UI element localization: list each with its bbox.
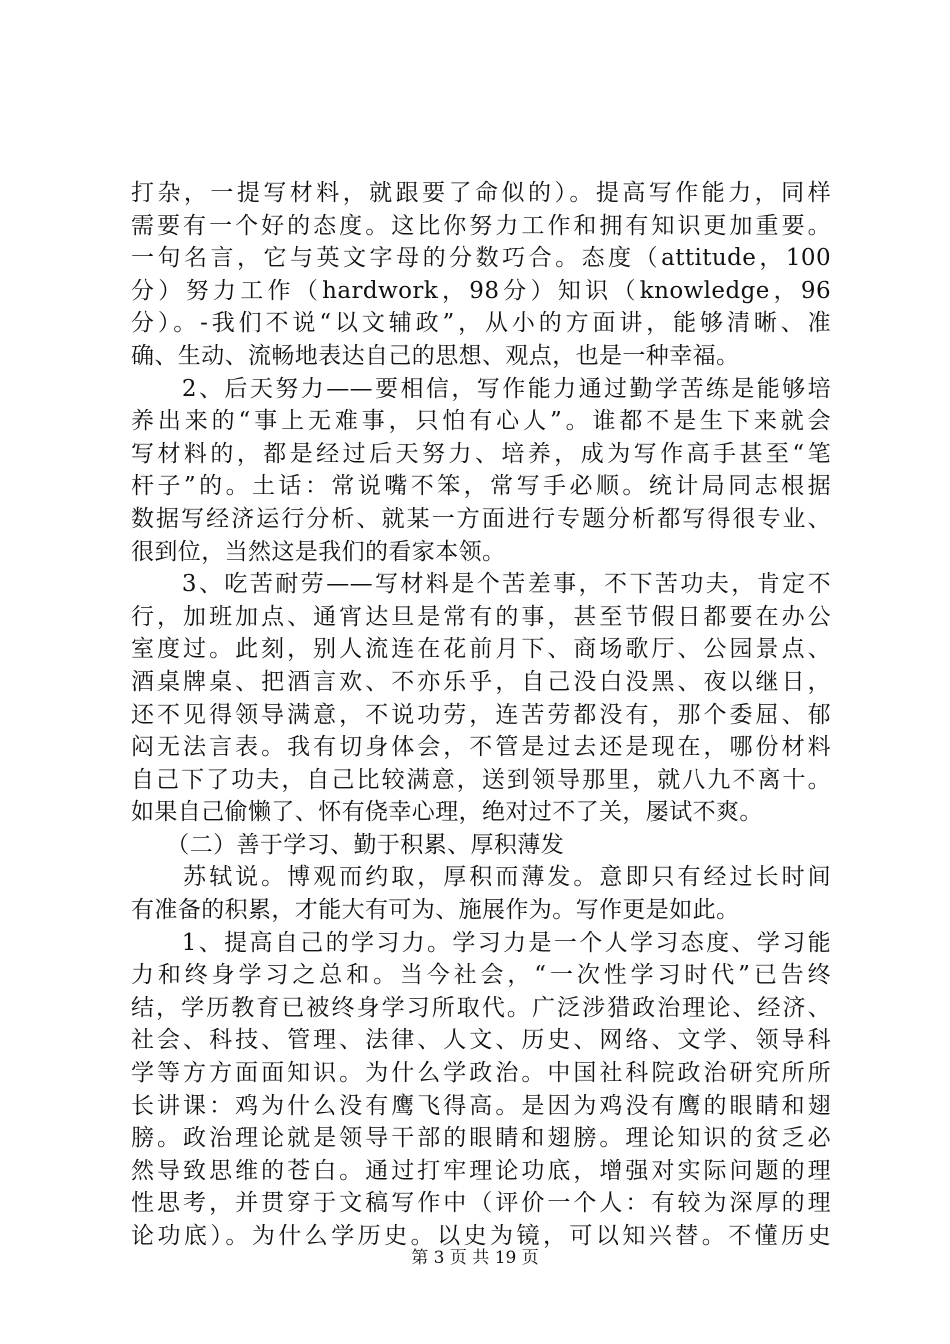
text-line: 确、生动、流畅地表达自己的思想、观点，也是一种幸福。 xyxy=(131,342,740,369)
text-line: 杆子”的。土话：常说嘴不笨，常写手必顺。统计局同志根据 xyxy=(131,473,831,500)
text-line: 分）努力工作（hardwork，98分）知识（knowledge，96 xyxy=(131,277,831,304)
text-line: 然导致思维的苍白。通过打牢理论功底，增强对实际问题的理 xyxy=(131,1157,831,1184)
text-line: 如果自己偷懒了、怀有侥幸心理，绝对过不了关，屡试不爽。 xyxy=(131,799,763,826)
text-line: 有准备的积累，才能大有可为、施展作为。写作更是如此。 xyxy=(131,897,740,924)
text-line: 苏轼说。博观而约取，厚积而薄发。意即只有经过长时间 xyxy=(131,864,831,891)
text-line: 闷无法言表。我有切身体会，不管是过去还是现在，哪份材料 xyxy=(131,734,831,761)
text-line: 1、提高自己的学习力。学习力是一个人学习态度、学习能 xyxy=(131,929,831,956)
text-line: 写材料的，都是经过后天努力、培养，成为写作高手甚至“笔 xyxy=(131,440,831,467)
text-line: 膀。政治理论就是领导干部的眼睛和翅膀。理论知识的贫乏必 xyxy=(131,1125,831,1152)
text-line: 自己下了功夫，自己比较满意，送到领导那里，就八九不离十。 xyxy=(131,766,831,793)
text-line: 结，学历教育已被终身学习所取代。广泛涉猎政治理论、经济、 xyxy=(131,994,831,1021)
text-line: 长讲课：鸡为什么没有鹰飞得高。是因为鸡没有鹰的眼睛和翅 xyxy=(131,1092,831,1119)
text-line: 行，加班加点、通宵达旦是常有的事，甚至节假日都要在办公 xyxy=(131,603,831,630)
text-line: 社会、科技、管理、法律、人文、历史、网络、文学、领导科 xyxy=(131,1027,831,1054)
text-line: 3、吃苦耐劳——写材料是个苦差事，不下苦功夫，肯定不 xyxy=(131,571,831,598)
text-line: （二）善于学习、勤于积累、厚积薄发 xyxy=(131,831,565,858)
text-line: 养出来的“事上无难事，只怕有心人”。谁都不是生下来就会 xyxy=(131,408,831,435)
text-line: 性思考，并贯穿于文稿写作中（评价一个人：有较为深厚的理 xyxy=(131,1190,831,1217)
text-line: 2、后天努力——要相信，写作能力通过勤学苦练是能够培 xyxy=(131,375,831,402)
text-line: 学等方方面面知识。为什么学政治。中国社科院政治研究所所 xyxy=(131,1060,831,1087)
text-line: 很到位，当然这是我们的看家本领。 xyxy=(131,538,506,565)
body-text xyxy=(131,177,831,1253)
text-line: 数据写经济运行分析、就某一方面进行专题分析都写得很专业、 xyxy=(131,505,831,532)
text-line: 一句名言，它与英文字母的分数巧合。态度（attitude，100 xyxy=(131,245,831,272)
text-line: 论功底）。为什么学历史。以史为镜，可以知兴替。不懂历史 xyxy=(131,1223,831,1249)
text-line: 需要有一个好的态度。这比你努力工作和拥有知识更加重要。 xyxy=(131,212,831,239)
text-line: 还不见得领导满意，不说功劳，连苦劳都没有，那个委屈、郁 xyxy=(131,701,831,728)
page-number-footer: 第 3 页 共 19 页 xyxy=(411,1248,539,1268)
text-line: 室度过。此刻，别人流连在花前月下、商场歌厅、公园景点、 xyxy=(131,636,831,663)
text-line: 打杂，一提写材料，就跟要了命似的）。提高写作能力，同样 xyxy=(131,180,831,206)
text-line: 力和终身学习之总和。当今社会，“一次性学习时代”已告终 xyxy=(131,962,831,989)
text-line: 分）。-我们不说“以文辅政”，从小的方面讲，能够清晰、准 xyxy=(131,310,831,337)
text-line: 酒桌牌桌、把酒言欢、不亦乐乎，自己没白没黑、夜以继日， xyxy=(131,668,831,695)
